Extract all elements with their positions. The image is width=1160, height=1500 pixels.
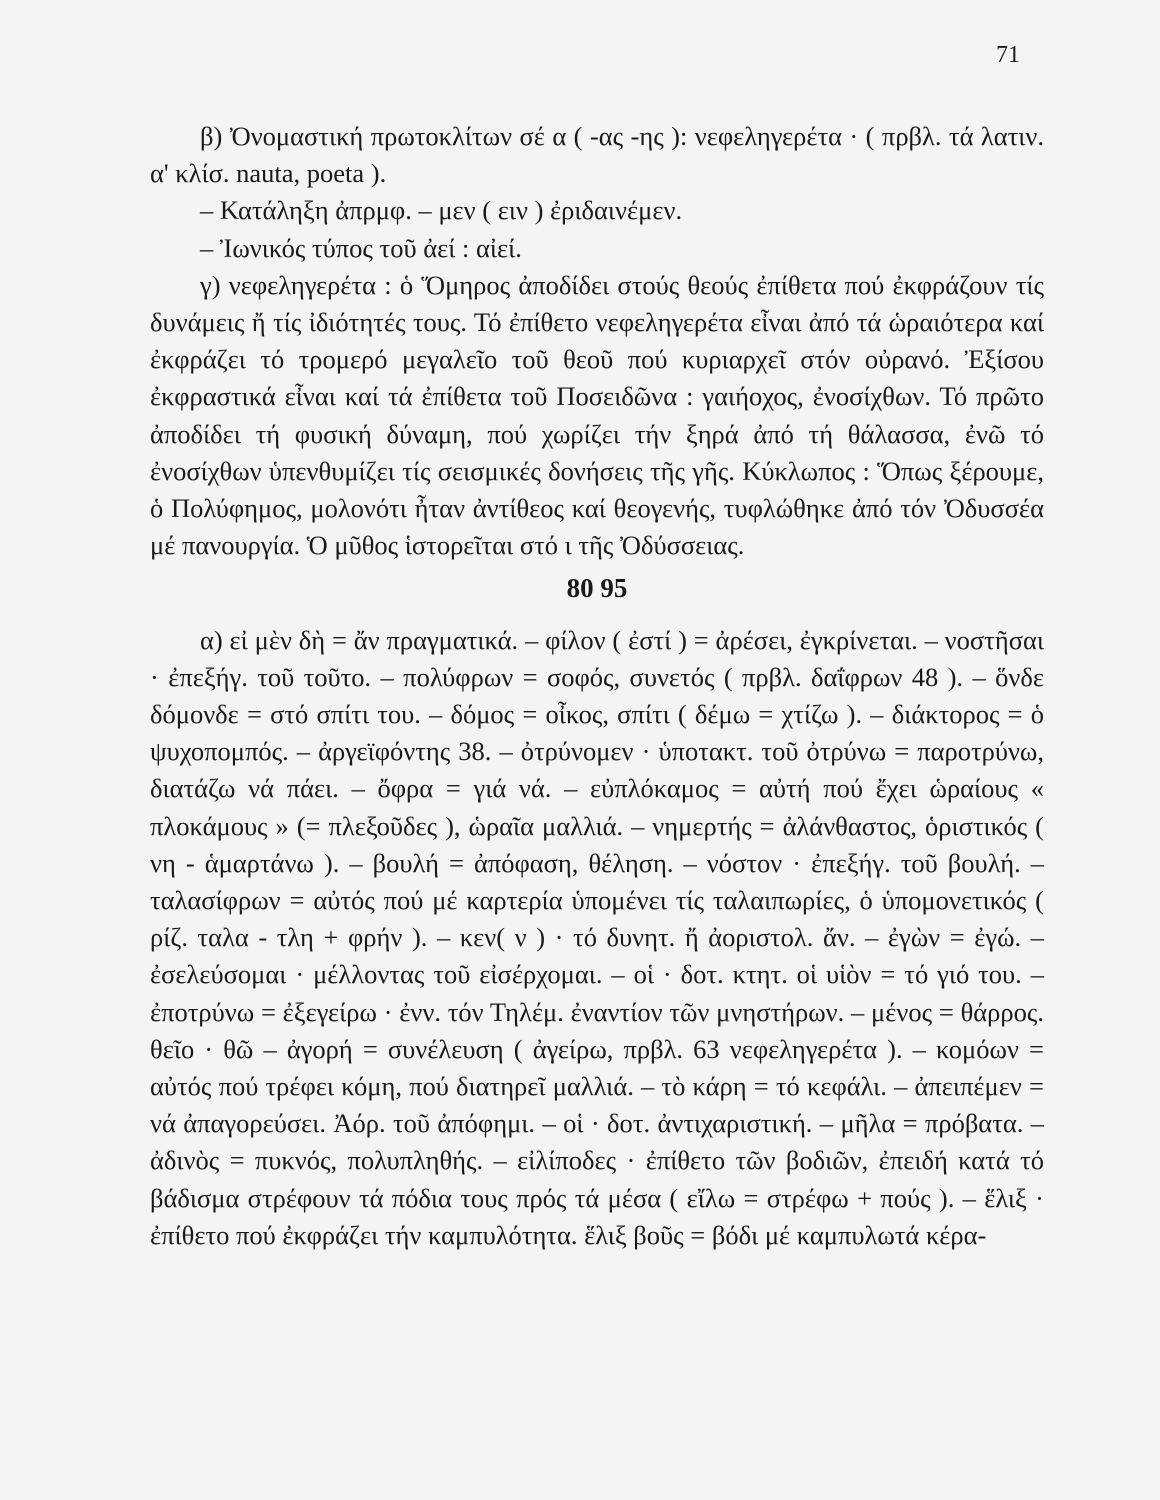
paragraph-alpha: α) εἰ μὲν δὴ = ἄν πραγματικά. – φίλον ( ἐστί ) = ἀρέσει, ἐγκρίνεται. – νοστῆσαι · ἐπεξήγ. τοῦ τοῦτο. – πολύφρων = σοφός, συνετός ( πρβλ. δαΐφρων 48 ). – ὅνδε δόμονδε = στό σπίτι του. – δόμος = οἶκος, σπίτι ( δέμω = χτίζω ). – διάκτορος = ὁ ψυχοπομπός. – ἀργεϊφόντης 38. – ὀτρύνομεν · ὑποτακτ. τοῦ ὀτρύνω = παροτρύνω, διατάζω νά πάει. – ὄφρα = γιά νά. – εὐπλόκαμος = αὐτή πού ἔχει ὡραίους « πλοκάμους » (= πλεξοῦδες ), ὡραῖα μαλλιά. – νημερτής = ἀλάνθαστος, ὁριστικός ( νη - ἁμαρτάνω ). – βουλή = ἀπόφαση, θέληση. – νόστον · ἐπεξήγ. τοῦ βουλή. – ταλασίφρων = αὐτός πού μέ καρτερία ὑπομένει τίς ταλαιπωρίες, ὁ ὑπομονετικός ( ρίζ. ταλα - τλη + φρήν ). – κεν( ν ) · τό δυνητ. ἤ ἀοριστολ. ἄν. – ἐγὼν = ἐγώ. – ἐσελεύσομαι · μέλλοντας τοῦ εἰσέρχομαι. – οἱ · δοτ. κτητ. οἱ υἱὸν = τό γιό του. – ἐποτρύνω = ἐξεγείρω · ἐνν. τόν Τηλέμ. ἐναντίον τῶν μνηστήρων. – μένος = θάρρος. θεῖο · θῶ – ἀγορή = συνέλευση ( ἀγείρω, πρβλ. 63 νεφεληγερέτα ). – κομόων = αὐτός πού τρέφει κόμη, πού διατηρεῖ μαλλιά. – τὸ κάρη = τό κεφάλι. – ἀπειπέμεν = νά ἀπαγορεύσει. Ἀόρ. τοῦ ἀπόφημι. – οἱ · δοτ. ἀντιχαριστική. – μῆλα = πρόβατα. – ἀδινὸς = πυκνός, πολυπληθής. – εἰλίποδες · ἐπίθετο τῶν βοδιῶν, ἐπειδή κατά τό βάδισμα στρέφουν τά πόδια τους πρός τά μέσα ( εἴλω = στρέφω + πούς ). – ἕλιξ · ἐπίθετο πού ἐκφράζει τήν καμπυλότητα. ἕλιξ βοῦς = βόδι μέ καμπυλωτά κέρα- xyxy=(150,624,1044,1250)
page-text xyxy=(150,118,1044,1254)
page-number: 71 xyxy=(996,42,1020,68)
paragraph-infinitive: – Κατάληξη ἀπρμφ. – μεν ( ειν ) ἐριδαινέμεν. xyxy=(200,195,683,226)
paragraph-ionic: – Ἰωνικός τύπος τοῦ ἀεί : αἰεί. xyxy=(200,232,522,263)
paragraph-gamma: γ) νεφεληγερέτα : ὁ Ὅμηρος ἀποδίδει στούς θεούς ἐπίθετα πού ἐκφράζουν τίς δυνάμεις ἤ τίς ἰδιότητές τους. Τό ἐπίθετο νεφεληγερέτα εἶναι ἀπό τά ὡραιότερα καί ἐκφράζει τό τρομερό μεγαλεῖο τοῦ θεοῦ πού κυριαρχεῖ στόν οὐρανό. Ἐξίσου ἐκφραστικά εἶναι καί τά ἐπίθετα τοῦ Ποσειδῶνα : γαιήοχος, ἐνοσίχθων. Τό πρῶτο ἀποδίδει τή φυσική δύναμη, πού χωρίζει τήν ξηρά ἀπό τή θάλασσα, ἐνῶ τό ἐνοσίχθων ὑπενθυμίζει τίς σεισμικές δονήσεις τῆς γῆς. Κύκλωπος : Ὅπως ξέρουμε, ὁ Πολύφημος, μολονότι ἦταν ἀντίθεος καί θεογενής, τυφλώθηκε ἀπό τόν Ὀδυσσέα μέ πανουργία. Ὁ μῦθος ἱστορεῖται στό ι τῆς Ὀδύσσειας. xyxy=(150,269,1044,561)
paragraph-beta: β) Ὀνομαστική πρωτοκλίτων σέ α ( -ας -ης ): νεφεληγερέτα · ( πρβλ. τά λατιν. α' κλίσ. nauta, poeta ). xyxy=(150,121,1044,189)
section-heading: 80 95 xyxy=(566,573,628,604)
